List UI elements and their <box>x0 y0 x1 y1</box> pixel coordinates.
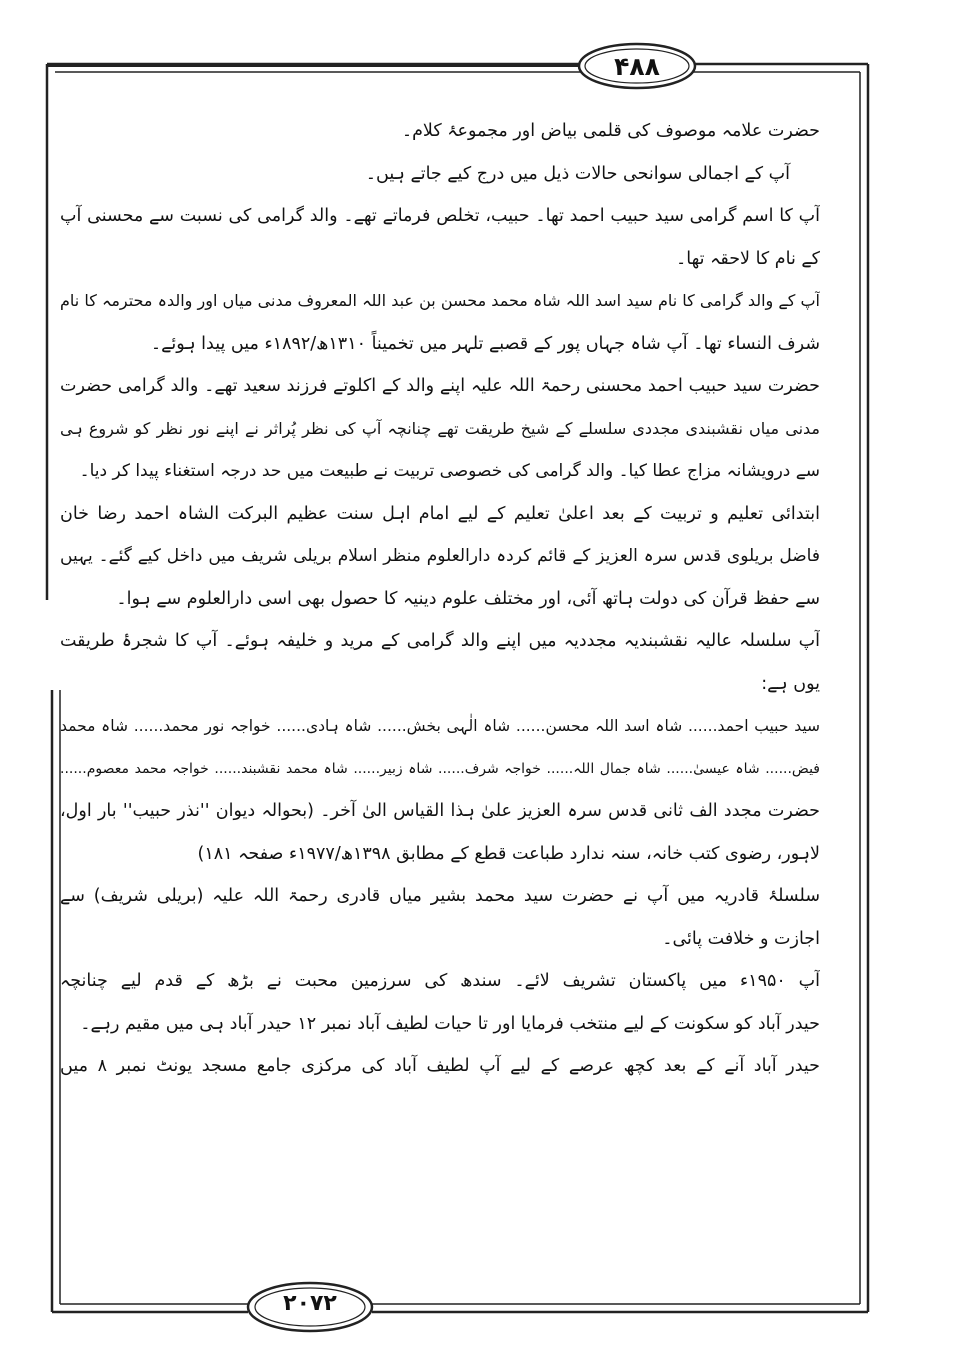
text-line: حضرت سید حبیب احمد محسنی رحمۃ اللہ علیہ اپنے والد کے اکلوتے فرزند سعید تھے۔ والد گرامی حضرت <box>60 376 820 396</box>
text-line: آپ کے اجمالی سوانحی حالات ذیل میں درج کیے جاتے ہیں۔ <box>365 163 790 184</box>
text-line: حیدر آباد آنے کے بعد کچھ عرصے کے لیے آپ لطیف آباد کی مرکزی جامع مسجد یونٹ نمبر ۸ میں <box>60 1056 820 1076</box>
text-line: لاہور، رضوی کتب خانہ، سنہ ندارد طباعت قطع کے مطابق ۱۳۹۸ھ/۱۹۷۷ء صفحہ ۱۸۱) <box>197 843 820 864</box>
text-line: آپ کے والد گرامی کا نام سید اسد اللہ شاہ محمد محسن بن عبد اللہ المعروف مدنی میاں اور والدہ محترمہ کا نام <box>60 291 820 310</box>
text-line: فیض...... شاہ عیسیٰ...... شاہ جمال اللہ...... خواجہ شرف...... شاہ زبیر...... شاہ محمد نقشبند...... خواجہ محمد معصوم...... <box>60 760 820 777</box>
text-line: اجازت و خلافت پائی۔ <box>662 928 820 949</box>
text-line: حضرت علامہ موصوف کی قلمی بیاض اور مجموعۂ کلام۔ <box>401 121 820 141</box>
text-line: یوں ہے: <box>761 673 820 694</box>
text-line: حضرت مجدد الف ثانی قدس سرہ العزیز علیٰ ہذا القیاس الیٰ آخر۔ (بحوالہ دیوان ''نذر حبیب'' بار اول، <box>60 801 820 821</box>
text-line: سے حفظ قرآن کی دولت ہاتھ آئی، اور مختلف علوم دینیہ کا حصول بھی اسی دارالعلوم سے ہوا۔ <box>116 588 820 609</box>
body-text <box>60 110 820 1088</box>
text-line: آپ سلسلہ عالیہ نقشبندیہ مجددیہ میں اپنے والد گرامی کے مرید و خلیفہ ہوئے۔ آپ کا شجرۂ طریقت <box>60 631 820 651</box>
text-line: مدنی میاں نقشبندی مجددی سلسلے کے شیخ طریقت تھے چنانچہ آپ کی نظر پُراثر نے اپنے نور نظر کو شروع ہی <box>60 418 820 438</box>
text-line: ابتدائی تعلیم و تربیت کے بعد اعلیٰ تعلیم کے لیے امام اہل سنت عظیم البرکت الشاہ احمد رضا خان <box>60 503 820 524</box>
text-line: کے نام کا لاحقہ تھا۔ <box>676 248 820 269</box>
text-line: آپ ۱۹۵۰ء میں پاکستان تشریف لائے۔ سندھ کی سرزمین محبت نے بڑھ کے قدم لیے چنانچہ <box>60 971 820 991</box>
text-line: شرف النساء تھا۔ آپ شاہ جہاں پور کے قصبے تلہر میں تخمیناً ۱۳۱۰ھ/۱۸۹۲ء میں پیدا ہوئے۔ <box>150 333 820 354</box>
text-line: حیدر آباد کو سکونت کے لیے منتخب فرمایا اور تا حیات لطیف آباد نمبر ۱۲ حیدر آباد ہی میں مقیم رہے۔ <box>80 1013 820 1034</box>
text-line: سے درویشانہ مزاج عطا کیا۔ والد گرامی کی خصوصی تربیت نے طبیعت میں حد درجہ استغناء پیدا کر دیا۔ <box>79 461 820 481</box>
text-line: آپ کا اسم گرامی سید حبیب احمد تھا۔ حبیب، تخلص فرماتے تھے۔ والد گرامی کی نسبت سے محسنی آپ <box>60 206 820 226</box>
page-number-bottom: ۲۰۷۲ <box>283 1290 337 1316</box>
text-line: سید حبیب احمد...... شاہ اسد اللہ محسن...... شاہ الٰہی بخش...... شاہ ہادی...... خواجہ نور محمد...... شاہ محمد <box>60 717 820 735</box>
text-line: سلسلۂ قادریہ میں آپ نے حضرت سید محمد بشیر میاں قادری رحمۃ اللہ علیہ (بریلی شریف) سے <box>60 886 820 906</box>
text-line: فاضل بریلوی قدس سرہ العزیز کے قائم کردہ دارالعلوم منظر اسلام بریلی شریف میں داخل کیے گئے۔ یہیں <box>60 546 820 566</box>
page-number-top: ۴۸۸ <box>614 51 660 81</box>
